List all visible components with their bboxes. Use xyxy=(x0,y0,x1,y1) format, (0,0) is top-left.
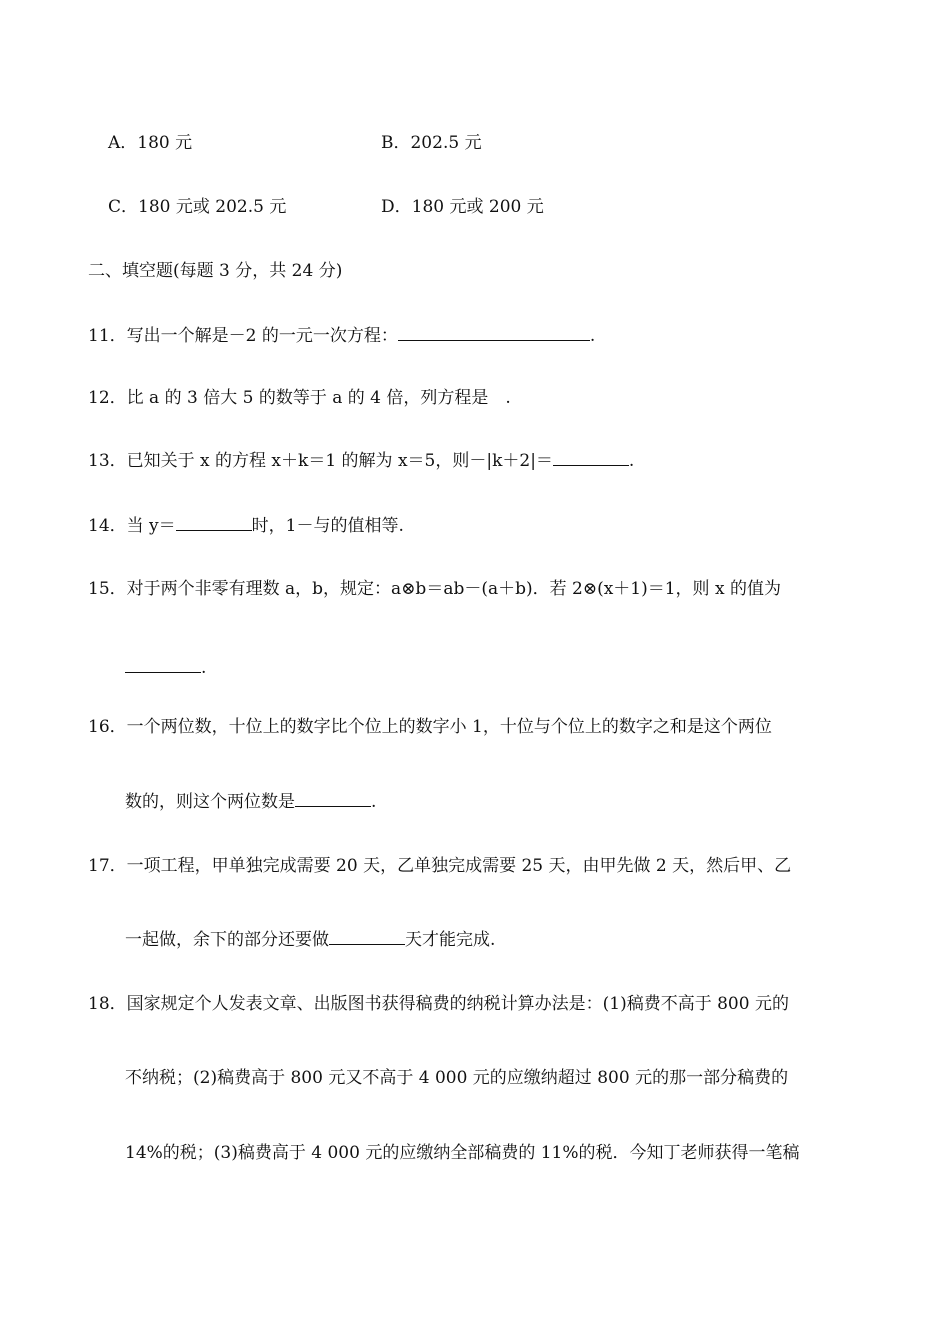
answer-blank xyxy=(398,324,590,341)
question-12: 12．比 a 的 3 倍大 5 的数等于 a 的 4 倍，列方程是 . xyxy=(88,388,511,408)
question-15-end: . xyxy=(201,658,207,678)
option-b: B．202.5 元 xyxy=(381,133,482,153)
question-18-line-3: 14%的税；(3)稿费高于 4 000 元的应缴纳全部稿费的 11%的税．今知丁老师获得一笔稿 xyxy=(125,1143,800,1163)
question-16-line-2 xyxy=(125,790,376,814)
question-17-line-2 xyxy=(125,928,495,952)
answer-blank xyxy=(176,514,252,531)
question-16-text: 数的，则这个两位数是 xyxy=(125,792,295,812)
question-17-post: 天才能完成. xyxy=(405,930,496,950)
answer-blank xyxy=(329,928,405,945)
question-16-end: . xyxy=(371,792,377,812)
question-14-post: 时，1－与的值相等. xyxy=(251,516,404,536)
question-16-line-1: 16．一个两位数，十位上的数字比个位上的数字小 1，十位与个位上的数字之和是这个两位 xyxy=(88,717,772,737)
question-15-answer xyxy=(125,656,206,680)
question-11-text: 11．写出一个解是－2 的一元一次方程： xyxy=(88,326,398,346)
answer-blank xyxy=(553,449,629,466)
option-c: C．180 元或 202.5 元 xyxy=(108,197,287,217)
question-11-end: . xyxy=(589,326,596,346)
question-18-line-1: 18．国家规定个人发表文章、出版图书获得稿费的纳税计算办法是：(1)稿费不高于 800 元的 xyxy=(88,994,789,1014)
question-18-line-2: 不纳税；(2)稿费高于 800 元又不高于 4 000 元的应缴纳超过 800 元的那一部分稿费的 xyxy=(125,1068,789,1088)
question-11 xyxy=(88,324,595,348)
answer-blank xyxy=(295,790,371,807)
question-13-text: 13．已知关于 x 的方程 x＋k＝1 的解为 x＝5，则－|k＋2|＝ xyxy=(88,451,553,471)
section-title: 二、填空题(每题 3 分，共 24 分) xyxy=(88,261,343,281)
option-d: D．180 元或 200 元 xyxy=(381,197,544,217)
question-14 xyxy=(88,514,404,538)
answer-blank xyxy=(125,656,201,673)
question-17-pre: 一起做，余下的部分还要做 xyxy=(125,930,329,950)
option-a: A．180 元 xyxy=(108,133,193,153)
question-17-line-1: 17．一项工程，甲单独完成需要 20 天，乙单独完成需要 25 天，由甲先做 2 天，然后甲、乙 xyxy=(88,856,792,876)
question-13-end: . xyxy=(628,451,635,471)
question-15: 15．对于两个非零有理数 a，b，规定：a⊗b＝ab－(a＋b)．若 2⊗(x＋1)＝1，则 x 的值为 xyxy=(88,579,781,599)
question-13 xyxy=(88,449,634,473)
question-14-pre: 14．当 y＝ xyxy=(88,516,176,536)
